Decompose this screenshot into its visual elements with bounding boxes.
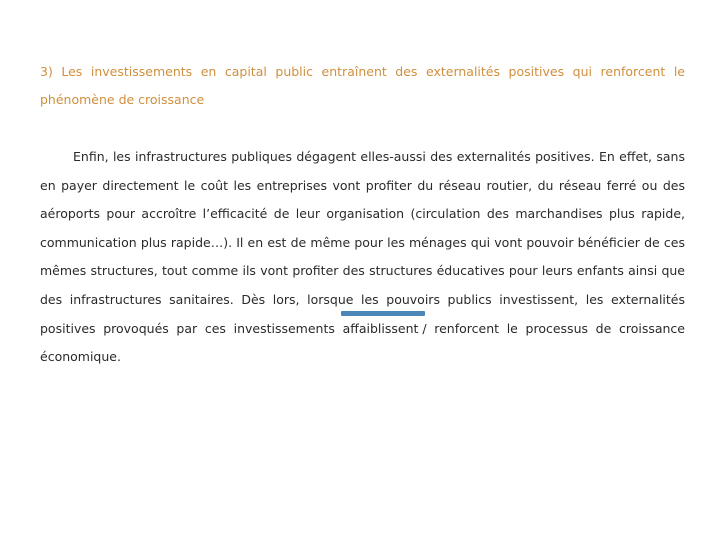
paragraph-text-main: Enfin, les infrastructures publiques dégagent elles-aussi des externalités positives. En effet, sans en payer directement le coût les entreprises vont profiter du réseau routier, du réseau ferré ou des aéroports pour accroître l’efficacité de leur organisation (circulation des marchandises plus rapide, communication plus rapide…). Il en est de même pour les ménages qui vont pouvoir bénéficier de ces mêmes structures, tout comme ils vont profiter des structures éducatives pour leurs enfants ainsi que des infrastructures sanitaires. Dès lors, lorsque les pouvoirs publics investissent, les externalités positives provoqués par ces investissements [40, 149, 685, 336]
struck-word-group [343, 315, 427, 344]
struck-word: affaiblissent / [342, 320, 427, 336]
section-heading: 3) Les investissements en capital public entraînent des externalités positives qui renforcent le phénomène de croissance [40, 64, 685, 107]
paragraph-text-end: renforcent le processus de croissance économique. [40, 320, 685, 365]
body-paragraph [40, 143, 685, 372]
strikethrough-bar [341, 311, 425, 316]
